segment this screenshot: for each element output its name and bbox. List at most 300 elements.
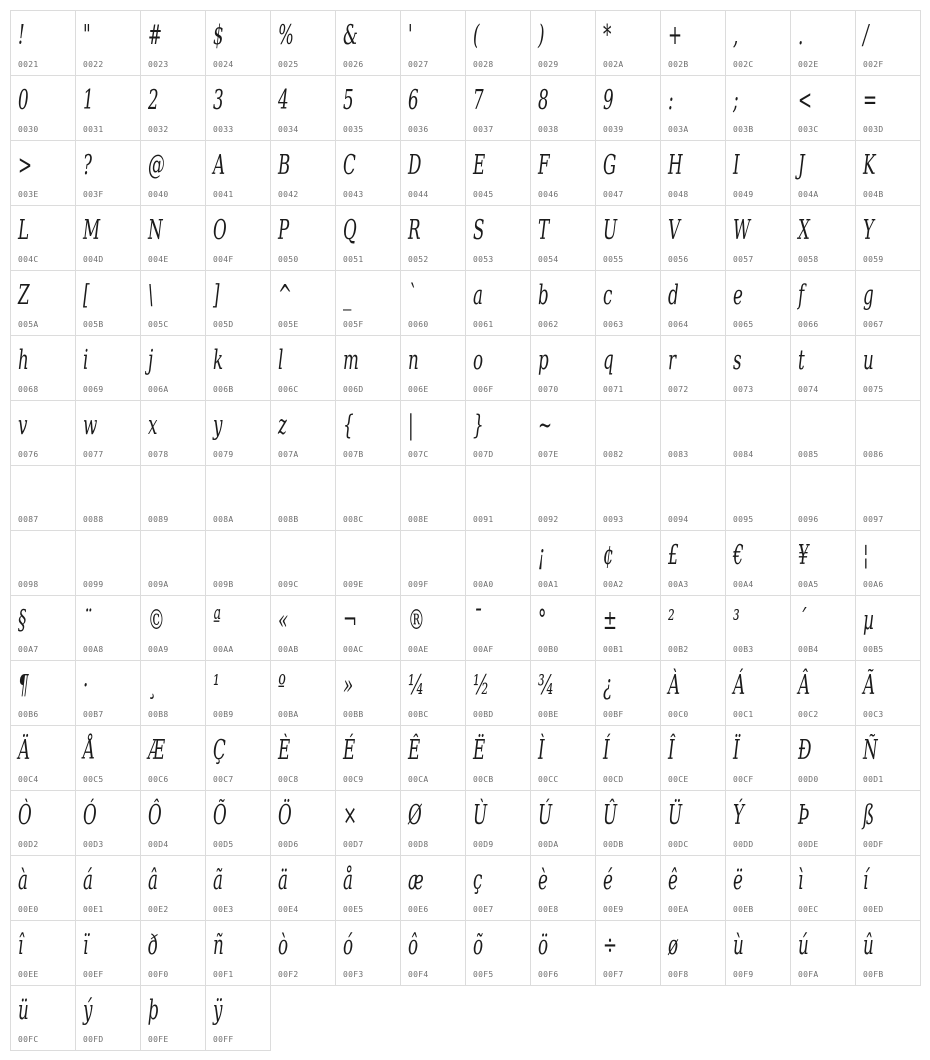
glyph-code-label: 00E8	[538, 905, 559, 914]
glyph-cell	[530, 790, 596, 856]
glyph-character: Ñ	[863, 735, 878, 766]
glyph-code-label: 0044	[408, 190, 429, 199]
glyph-cell	[530, 465, 596, 531]
glyph-cell	[140, 10, 206, 76]
glyph-character: Ö	[278, 800, 292, 831]
glyph-code-label: 00B5	[863, 645, 884, 654]
glyph-code-label: 0074	[798, 385, 819, 394]
glyph-cell	[140, 205, 206, 271]
glyph-cell	[725, 920, 791, 986]
glyph-cell	[205, 270, 271, 336]
glyph-cell	[335, 270, 401, 336]
glyph-cell	[855, 10, 921, 76]
glyph-cell	[595, 335, 661, 401]
glyph-cell	[270, 920, 336, 986]
glyph-code-label: 00E1	[83, 905, 104, 914]
glyph-character: N	[148, 215, 163, 246]
glyph-code-label: 0031	[83, 125, 104, 134]
glyph-character: 6	[408, 85, 419, 116]
glyph-cell	[205, 205, 271, 271]
glyph-character: W	[733, 215, 751, 246]
glyph-character: ¸	[148, 670, 157, 701]
glyph-code-label: 0047	[603, 190, 624, 199]
glyph-code-label: 0087	[18, 515, 39, 524]
glyph-character: }	[473, 410, 484, 441]
glyph-code-label: 0089	[148, 515, 169, 524]
glyph-character: °	[538, 605, 547, 636]
glyph-code-label: 003B	[733, 125, 754, 134]
glyph-character: Û	[603, 800, 618, 831]
glyph-cell	[400, 660, 466, 726]
glyph-character: Ø	[408, 800, 422, 831]
glyph-cell	[465, 855, 531, 921]
glyph-character: p	[538, 345, 549, 376]
glyph-code-label: 0027	[408, 60, 429, 69]
glyph-character: ±	[603, 605, 618, 636]
glyph-code-label: 0049	[733, 190, 754, 199]
glyph-cell	[400, 270, 466, 336]
glyph-cell	[530, 10, 596, 76]
glyph-code-label: 0093	[603, 515, 624, 524]
glyph-character: Î	[668, 735, 675, 766]
glyph-cell	[465, 335, 531, 401]
glyph-code-label: 002F	[863, 60, 884, 69]
glyph-code-label: 00BB	[343, 710, 364, 719]
glyph-character: U	[603, 215, 618, 246]
glyph-character: é	[603, 865, 613, 896]
glyph-character: Í	[603, 735, 610, 766]
glyph-code-label: 0043	[343, 190, 364, 199]
glyph-character: ,	[733, 20, 739, 51]
glyph-cell	[595, 400, 661, 466]
glyph-cell	[790, 530, 856, 596]
glyph-code-label: 004C	[18, 255, 39, 264]
glyph-grid	[10, 10, 920, 1050]
glyph-code-label: 00DC	[668, 840, 689, 849]
glyph-code-label: 0041	[213, 190, 234, 199]
glyph-code-label: 009A	[148, 580, 169, 589]
glyph-code-label: 00E2	[148, 905, 169, 914]
glyph-cell	[530, 530, 596, 596]
glyph-cell	[10, 205, 76, 271]
glyph-cell	[10, 400, 76, 466]
glyph-cell	[790, 335, 856, 401]
glyph-code-label: 0024	[213, 60, 234, 69]
glyph-character: O	[213, 215, 227, 246]
glyph-character: Ô	[148, 800, 162, 831]
glyph-code-label: 0066	[798, 320, 819, 329]
glyph-character: Z	[18, 280, 30, 311]
glyph-code-label: 00AE	[408, 645, 429, 654]
glyph-code-label: 0040	[148, 190, 169, 199]
glyph-cell	[270, 790, 336, 856]
glyph-cell	[790, 660, 856, 726]
glyph-character: i	[83, 345, 89, 376]
glyph-cell	[10, 985, 76, 1051]
glyph-code-label: 00EC	[798, 905, 819, 914]
glyph-cell	[725, 75, 791, 141]
glyph-character: 9	[603, 85, 614, 116]
glyph-code-label: 00A4	[733, 580, 754, 589]
glyph-cell	[335, 595, 401, 661]
glyph-cell	[530, 725, 596, 791]
glyph-cell	[75, 660, 141, 726]
glyph-character: Ä	[18, 735, 31, 766]
glyph-code-label: 00A7	[18, 645, 39, 654]
glyph-character: L	[18, 215, 30, 246]
glyph-character: ¯	[473, 605, 482, 636]
glyph-character: t	[798, 345, 805, 376]
glyph-cell	[400, 335, 466, 401]
glyph-cell	[660, 465, 726, 531]
glyph-character: Ë	[473, 735, 486, 766]
glyph-character: r	[668, 345, 677, 376]
glyph-character: h	[18, 345, 29, 376]
glyph-cell	[270, 725, 336, 791]
glyph-cell	[10, 595, 76, 661]
glyph-code-label: 00AB	[278, 645, 299, 654]
glyph-code-label: 00E7	[473, 905, 494, 914]
glyph-code-label: 00BC	[408, 710, 429, 719]
glyph-cell	[205, 335, 271, 401]
glyph-character: (	[473, 20, 480, 51]
glyph-code-label: 0022	[83, 60, 104, 69]
glyph-character: ò	[278, 930, 289, 961]
glyph-cell	[790, 920, 856, 986]
glyph-character: ]	[213, 280, 220, 311]
glyph-character: ´	[798, 605, 807, 636]
glyph-cell	[205, 595, 271, 661]
glyph-character: X	[798, 215, 810, 246]
glyph-cell	[725, 465, 791, 531]
glyph-cell	[660, 725, 726, 791]
glyph-code-label: 004B	[863, 190, 884, 199]
glyph-code-label: 00D9	[473, 840, 494, 849]
glyph-character: ç	[473, 865, 483, 896]
glyph-code-label: 005A	[18, 320, 39, 329]
glyph-character: m	[343, 345, 359, 376]
glyph-cell	[400, 140, 466, 206]
glyph-code-label: 00DD	[733, 840, 754, 849]
glyph-character: ï	[83, 930, 89, 961]
glyph-code-label: 0091	[473, 515, 494, 524]
glyph-character: ×	[343, 800, 358, 831]
glyph-cell	[790, 75, 856, 141]
glyph-code-label: 0094	[668, 515, 689, 524]
glyph-cell	[855, 75, 921, 141]
glyph-code-label: 00FF	[213, 1035, 234, 1044]
glyph-cell	[140, 920, 206, 986]
glyph-code-label: 00C6	[148, 775, 169, 784]
glyph-code-label: 00C2	[798, 710, 819, 719]
glyph-cell	[400, 400, 466, 466]
glyph-code-label: 00BE	[538, 710, 559, 719]
glyph-cell	[790, 855, 856, 921]
glyph-cell	[595, 530, 661, 596]
glyph-character: ð	[148, 930, 159, 961]
glyph-code-label: 0077	[83, 450, 104, 459]
glyph-code-label: 009B	[213, 580, 234, 589]
glyph-code-label: 00B2	[668, 645, 689, 654]
glyph-code-label: 00F8	[668, 970, 689, 979]
glyph-character: £	[668, 540, 679, 571]
glyph-cell	[595, 790, 661, 856]
glyph-character: <	[798, 85, 813, 116]
glyph-cell	[75, 10, 141, 76]
glyph-code-label: 006E	[408, 385, 429, 394]
glyph-code-label: 00F3	[343, 970, 364, 979]
glyph-cell	[465, 790, 531, 856]
glyph-code-label: 00F5	[473, 970, 494, 979]
glyph-cell	[465, 530, 531, 596]
glyph-code-label: 007B	[343, 450, 364, 459]
glyph-code-label: 0059	[863, 255, 884, 264]
glyph-cell	[140, 725, 206, 791]
glyph-code-label: 00B8	[148, 710, 169, 719]
glyph-cell	[335, 465, 401, 531]
glyph-code-label: 00C7	[213, 775, 234, 784]
glyph-character: «	[278, 605, 289, 636]
glyph-character: ?	[83, 150, 92, 181]
glyph-cell	[400, 465, 466, 531]
glyph-cell	[660, 335, 726, 401]
glyph-character: E	[473, 150, 486, 181]
glyph-cell	[75, 595, 141, 661]
glyph-code-label: 00F0	[148, 970, 169, 979]
glyph-code-label: 0055	[603, 255, 624, 264]
glyph-cell	[335, 75, 401, 141]
glyph-code-label: 00E6	[408, 905, 429, 914]
glyph-code-label: 00C1	[733, 710, 754, 719]
glyph-code-label: 0075	[863, 385, 884, 394]
glyph-character: k	[213, 345, 224, 376]
glyph-code-label: 0025	[278, 60, 299, 69]
glyph-code-label: 00E5	[343, 905, 364, 914]
glyph-code-label: 00B0	[538, 645, 559, 654]
glyph-character: !	[18, 20, 25, 51]
glyph-character: ²	[668, 605, 675, 636]
glyph-code-label: 00E9	[603, 905, 624, 914]
glyph-code-label: 0068	[18, 385, 39, 394]
glyph-code-label: 009C	[278, 580, 299, 589]
glyph-cell	[725, 530, 791, 596]
glyph-code-label: 0052	[408, 255, 429, 264]
glyph-code-label: 006C	[278, 385, 299, 394]
glyph-character: )	[538, 20, 545, 51]
glyph-cell	[530, 205, 596, 271]
glyph-character: Ã	[863, 670, 876, 701]
glyph-code-label: 00BD	[473, 710, 494, 719]
glyph-character: û	[863, 930, 874, 961]
glyph-character: Ú	[538, 800, 553, 831]
glyph-character: ß	[863, 800, 875, 831]
glyph-character: è	[538, 865, 548, 896]
glyph-code-label: 00CD	[603, 775, 624, 784]
glyph-character: Ó	[83, 800, 97, 831]
glyph-cell	[530, 335, 596, 401]
glyph-cell	[335, 205, 401, 271]
glyph-character: /	[863, 20, 869, 51]
glyph-cell	[855, 270, 921, 336]
glyph-code-label: 003D	[863, 125, 884, 134]
glyph-cell	[10, 465, 76, 531]
glyph-cell	[725, 790, 791, 856]
glyph-cell	[75, 725, 141, 791]
glyph-cell	[10, 920, 76, 986]
glyph-cell	[855, 855, 921, 921]
glyph-code-label: 0088	[83, 515, 104, 524]
glyph-code-label: 0038	[538, 125, 559, 134]
glyph-cell	[10, 335, 76, 401]
glyph-cell	[335, 335, 401, 401]
glyph-character: ê	[668, 865, 678, 896]
glyph-character: ö	[538, 930, 549, 961]
glyph-character: =	[863, 85, 878, 116]
glyph-character: ü	[18, 995, 29, 1026]
glyph-cell	[335, 10, 401, 76]
glyph-character: å	[343, 865, 353, 896]
glyph-character: j	[148, 345, 154, 376]
glyph-cell	[75, 985, 141, 1051]
glyph-code-label: 00B3	[733, 645, 754, 654]
glyph-code-label: 005E	[278, 320, 299, 329]
glyph-character: ¼	[408, 670, 425, 701]
glyph-code-label: 00A8	[83, 645, 104, 654]
glyph-character: ¢	[603, 540, 614, 571]
glyph-cell	[205, 75, 271, 141]
glyph-cell	[335, 140, 401, 206]
glyph-character: º	[278, 670, 286, 701]
glyph-cell	[10, 855, 76, 921]
glyph-character: D	[408, 150, 422, 181]
glyph-character: l	[278, 345, 284, 376]
glyph-code-label: 006B	[213, 385, 234, 394]
glyph-character: Ì	[538, 735, 545, 766]
glyph-cell	[725, 10, 791, 76]
glyph-cell	[595, 10, 661, 76]
glyph-code-label: 0069	[83, 385, 104, 394]
glyph-character: K	[863, 150, 876, 181]
glyph-cell	[10, 270, 76, 336]
glyph-cell	[790, 10, 856, 76]
glyph-code-label: 00F1	[213, 970, 234, 979]
glyph-cell	[335, 400, 401, 466]
glyph-code-label: 00DE	[798, 840, 819, 849]
glyph-cell	[400, 10, 466, 76]
glyph-cell	[205, 725, 271, 791]
glyph-code-label: 00C4	[18, 775, 39, 784]
glyph-cell	[595, 75, 661, 141]
glyph-cell	[400, 855, 466, 921]
glyph-character: .	[798, 20, 804, 51]
glyph-character: Õ	[213, 800, 227, 831]
glyph-code-label: 0063	[603, 320, 624, 329]
glyph-character: s	[733, 345, 742, 376]
glyph-code-label: 00D3	[83, 840, 104, 849]
glyph-cell	[140, 530, 206, 596]
glyph-cell	[10, 725, 76, 791]
glyph-code-label: 00B7	[83, 710, 104, 719]
glyph-code-label: 00CA	[408, 775, 429, 784]
glyph-cell	[465, 465, 531, 531]
glyph-character: ;	[733, 85, 739, 116]
glyph-character: e	[733, 280, 743, 311]
glyph-code-label: 0054	[538, 255, 559, 264]
glyph-character: À	[668, 670, 681, 701]
glyph-cell	[75, 465, 141, 531]
glyph-cell	[790, 465, 856, 531]
glyph-character: â	[148, 865, 158, 896]
glyph-character: {	[343, 410, 354, 441]
glyph-character: R	[408, 215, 421, 246]
glyph-cell	[75, 140, 141, 206]
glyph-cell	[660, 140, 726, 206]
glyph-code-label: 0061	[473, 320, 494, 329]
glyph-cell	[270, 270, 336, 336]
glyph-character: Ù	[473, 800, 488, 831]
glyph-code-label: 00A3	[668, 580, 689, 589]
glyph-code-label: 00ED	[863, 905, 884, 914]
glyph-character: ¡	[538, 540, 545, 571]
glyph-cell	[140, 985, 206, 1051]
glyph-character: #	[148, 20, 163, 51]
glyph-cell	[270, 140, 336, 206]
glyph-code-label: 00CF	[733, 775, 754, 784]
glyph-cell	[855, 595, 921, 661]
glyph-code-label: 0021	[18, 60, 39, 69]
glyph-cell	[140, 140, 206, 206]
glyph-cell	[205, 790, 271, 856]
glyph-code-label: 00F2	[278, 970, 299, 979]
glyph-code-label: 00FD	[83, 1035, 104, 1044]
glyph-character: J	[798, 150, 805, 181]
glyph-cell	[855, 530, 921, 596]
glyph-character: b	[538, 280, 549, 311]
glyph-character: ä	[278, 865, 288, 896]
glyph-character: P	[278, 215, 290, 246]
glyph-character: ì	[798, 865, 804, 896]
glyph-cell	[790, 205, 856, 271]
glyph-character: q	[603, 345, 614, 376]
glyph-cell	[335, 725, 401, 791]
glyph-code-label: 00EA	[668, 905, 689, 914]
glyph-code-label: 00D1	[863, 775, 884, 784]
glyph-character: ë	[733, 865, 743, 896]
glyph-code-label: 003F	[83, 190, 104, 199]
glyph-cell	[400, 205, 466, 271]
glyph-code-label: 0034	[278, 125, 299, 134]
glyph-code-label: 00B6	[18, 710, 39, 719]
glyph-cell	[855, 920, 921, 986]
glyph-character: Å	[83, 735, 96, 766]
glyph-code-label: 006D	[343, 385, 364, 394]
glyph-cell	[335, 660, 401, 726]
glyph-code-label: 00E3	[213, 905, 234, 914]
glyph-code-label: 002B	[668, 60, 689, 69]
glyph-code-label: 00A5	[798, 580, 819, 589]
glyph-cell	[725, 400, 791, 466]
glyph-character: ·	[83, 670, 89, 701]
glyph-cell	[205, 10, 271, 76]
glyph-cell	[75, 530, 141, 596]
glyph-code-label: 007C	[408, 450, 429, 459]
glyph-character: ¨	[83, 605, 92, 636]
glyph-code-label: 0071	[603, 385, 624, 394]
glyph-character: Q	[343, 215, 357, 246]
glyph-cell	[790, 725, 856, 791]
glyph-code-label: 00D7	[343, 840, 364, 849]
glyph-cell	[595, 205, 661, 271]
